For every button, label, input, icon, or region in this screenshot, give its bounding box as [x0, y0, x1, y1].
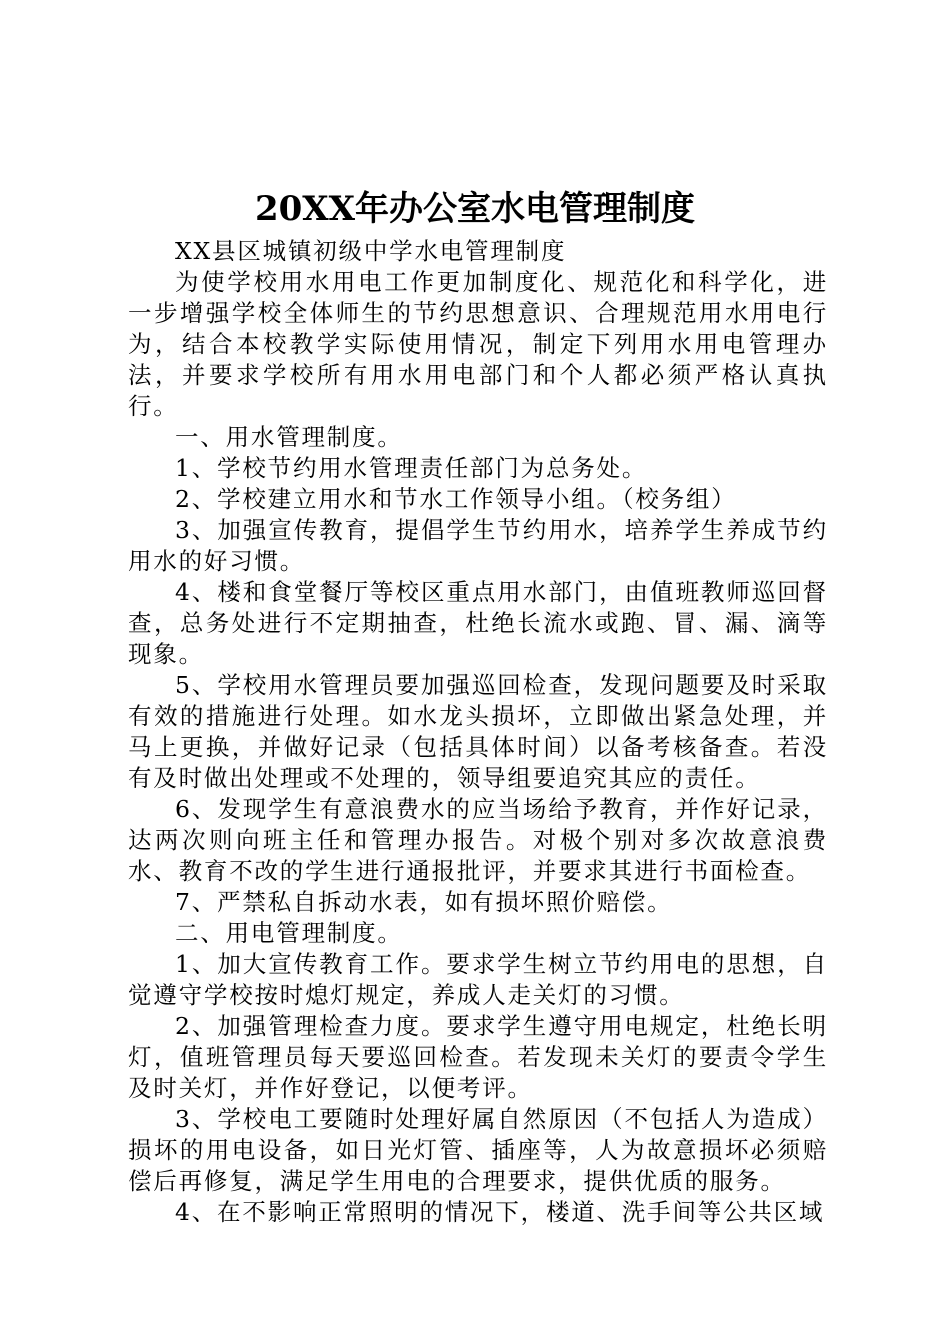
subtitle-paragraph: XX县区城镇初级中学水电管理制度 [175, 237, 567, 265]
water-rule-4: 4、楼和食堂餐厅等校区重点用水部门，由值班教师巡回督查，总务处进行不定期抽查，杜绝长流水或跑、冒、漏、滴等现象。 [128, 578, 828, 668]
water-rule-7: 7、严禁私自拆动水表，如有损坏照价赔偿。 [175, 888, 673, 916]
water-rule-2: 2、学校建立用水和节水工作领导小组。（校务组） [175, 485, 737, 513]
water-rule-3: 3、加强宣传教育，提倡学生节约用水，培养学生养成节约用水的好习惯。 [128, 516, 828, 575]
document-title: 20XX年办公室水电管理制度 [254, 189, 696, 229]
electricity-rule-2: 2、加强管理检查力度。要求学生遵守用电规定，杜绝长明灯，值班管理员每天要巡回检查。若发现未关灯的要责令学生及时关灯，并作好登记，以便考评。 [128, 1012, 828, 1102]
water-rule-6: 6、发现学生有意浪费水的应当场给予教育，并作好记录，达两次则向班主任和管理办报告。对极个别对多次故意浪费水、教育不改的学生进行通报批评，并要求其进行书面检查。 [128, 795, 828, 885]
section-heading-water: 一、用水管理制度。 [175, 423, 403, 451]
section-heading-electricity: 二、用电管理制度。 [175, 919, 403, 947]
water-rule-5: 5、学校用水管理员要加强巡回检查，发现问题要及时采取有效的措施进行处理。如水龙头损坏，立即做出紧急处理，并马上更换，并做好记录（包括具体时间）以备考核备查。若没有及时做出处理或不处理的，领导组要追究其应的责任。 [128, 671, 828, 792]
electricity-rule-3: 3、学校电工要随时处理好属自然原因（不包括人为造成）损坏的用电设备，如日光灯管、插座等，人为故意损坏必须赔偿后再修复，满足学生用电的合理要求，提供优质的服务。 [128, 1105, 828, 1195]
document-body [128, 236, 828, 1228]
electricity-rule-4: 4、在不影响正常照明的情况下，楼道、洗手间等公共区域 [175, 1198, 825, 1226]
water-rule-1: 1、学校节约用水管理责任部门为总务处。 [175, 454, 648, 482]
electricity-rule-1: 1、加大宣传教育工作。要求学生树立节约用电的思想，自觉遵守学校按时熄灯规定，养成人走关灯的习惯。 [128, 950, 828, 1009]
intro-paragraph: 为使学校用水用电工作更加制度化、规范化和科学化，进一步增强学校全体师生的节约思想意识、合理规范用水用电行为，结合本校教学实际使用情况，制定下列用水用电管理办法，并要求学校所有用水用电部门和个人都必须严格认真执行。 [128, 268, 828, 420]
